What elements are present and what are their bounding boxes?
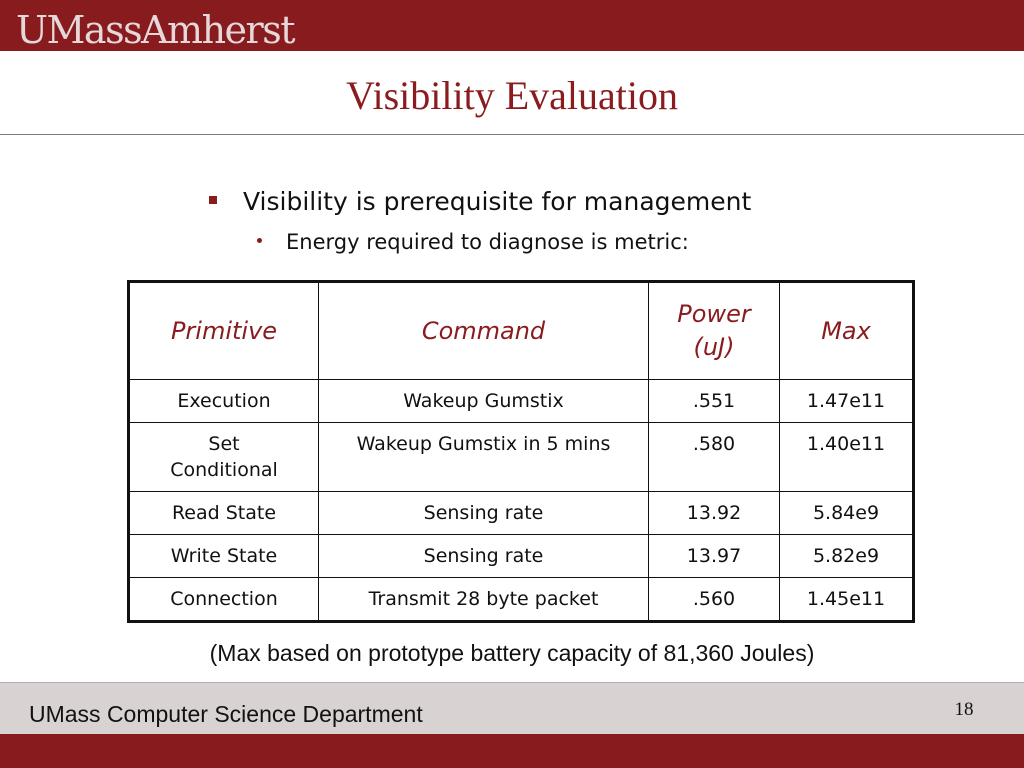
cell-command: Transmit 28 byte packet bbox=[319, 578, 649, 622]
umass-amherst-logo: UMassAmherst bbox=[16, 8, 294, 52]
table-header-row bbox=[129, 282, 914, 380]
bullet-2-text: Energy required to diagnose is metric: bbox=[286, 230, 689, 254]
cell-power: 13.92 bbox=[649, 492, 780, 535]
square-bullet-icon bbox=[209, 196, 217, 204]
cell-max: 5.82e9 bbox=[780, 535, 914, 578]
cell-command: Sensing rate bbox=[319, 492, 649, 535]
header-power: Power (uJ) bbox=[649, 282, 780, 380]
cell-power: .580 bbox=[649, 423, 780, 492]
battery-note: (Max based on prototype battery capacity of 81,360 Joules) bbox=[209, 640, 815, 666]
cell-max: 1.45e11 bbox=[780, 578, 914, 622]
bullet-1-text: Visibility is prerequisite for management bbox=[243, 187, 752, 216]
cell-max: 1.47e11 bbox=[780, 380, 914, 423]
table-row bbox=[129, 578, 914, 622]
cell-power: 13.97 bbox=[649, 535, 780, 578]
bottom-brand-bar bbox=[0, 734, 1024, 768]
cell-primitive: Set Conditional bbox=[129, 423, 319, 492]
page-number: 18 bbox=[954, 699, 974, 720]
dot-bullet-icon bbox=[257, 238, 262, 243]
cell-command: Wakeup Gumstix in 5 mins bbox=[319, 423, 649, 492]
bullet-level-1 bbox=[209, 186, 751, 218]
table-row bbox=[129, 380, 914, 423]
cell-primitive: Read State bbox=[129, 492, 319, 535]
bullet-level-2 bbox=[257, 228, 689, 256]
cell-max: 1.40e11 bbox=[780, 423, 914, 492]
cell-primitive: Execution bbox=[129, 380, 319, 423]
cell-command: Sensing rate bbox=[319, 535, 649, 578]
slide-title: Visibility Evaluation bbox=[345, 73, 678, 118]
cell-max: 5.84e9 bbox=[780, 492, 914, 535]
header-command: Command bbox=[319, 282, 649, 380]
title-divider bbox=[0, 134, 1024, 135]
cell-power: .551 bbox=[649, 380, 780, 423]
cell-command: Wakeup Gumstix bbox=[319, 380, 649, 423]
header-max: Max bbox=[780, 282, 914, 380]
cell-power: .560 bbox=[649, 578, 780, 622]
energy-table bbox=[127, 280, 915, 623]
table-row bbox=[129, 535, 914, 578]
header-primitive: Primitive bbox=[129, 282, 319, 380]
cell-primitive: Write State bbox=[129, 535, 319, 578]
cell-primitive: Connection bbox=[129, 578, 319, 622]
table-row bbox=[129, 492, 914, 535]
footer-department: UMass Computer Science Department bbox=[29, 701, 423, 727]
table-row bbox=[129, 423, 914, 492]
